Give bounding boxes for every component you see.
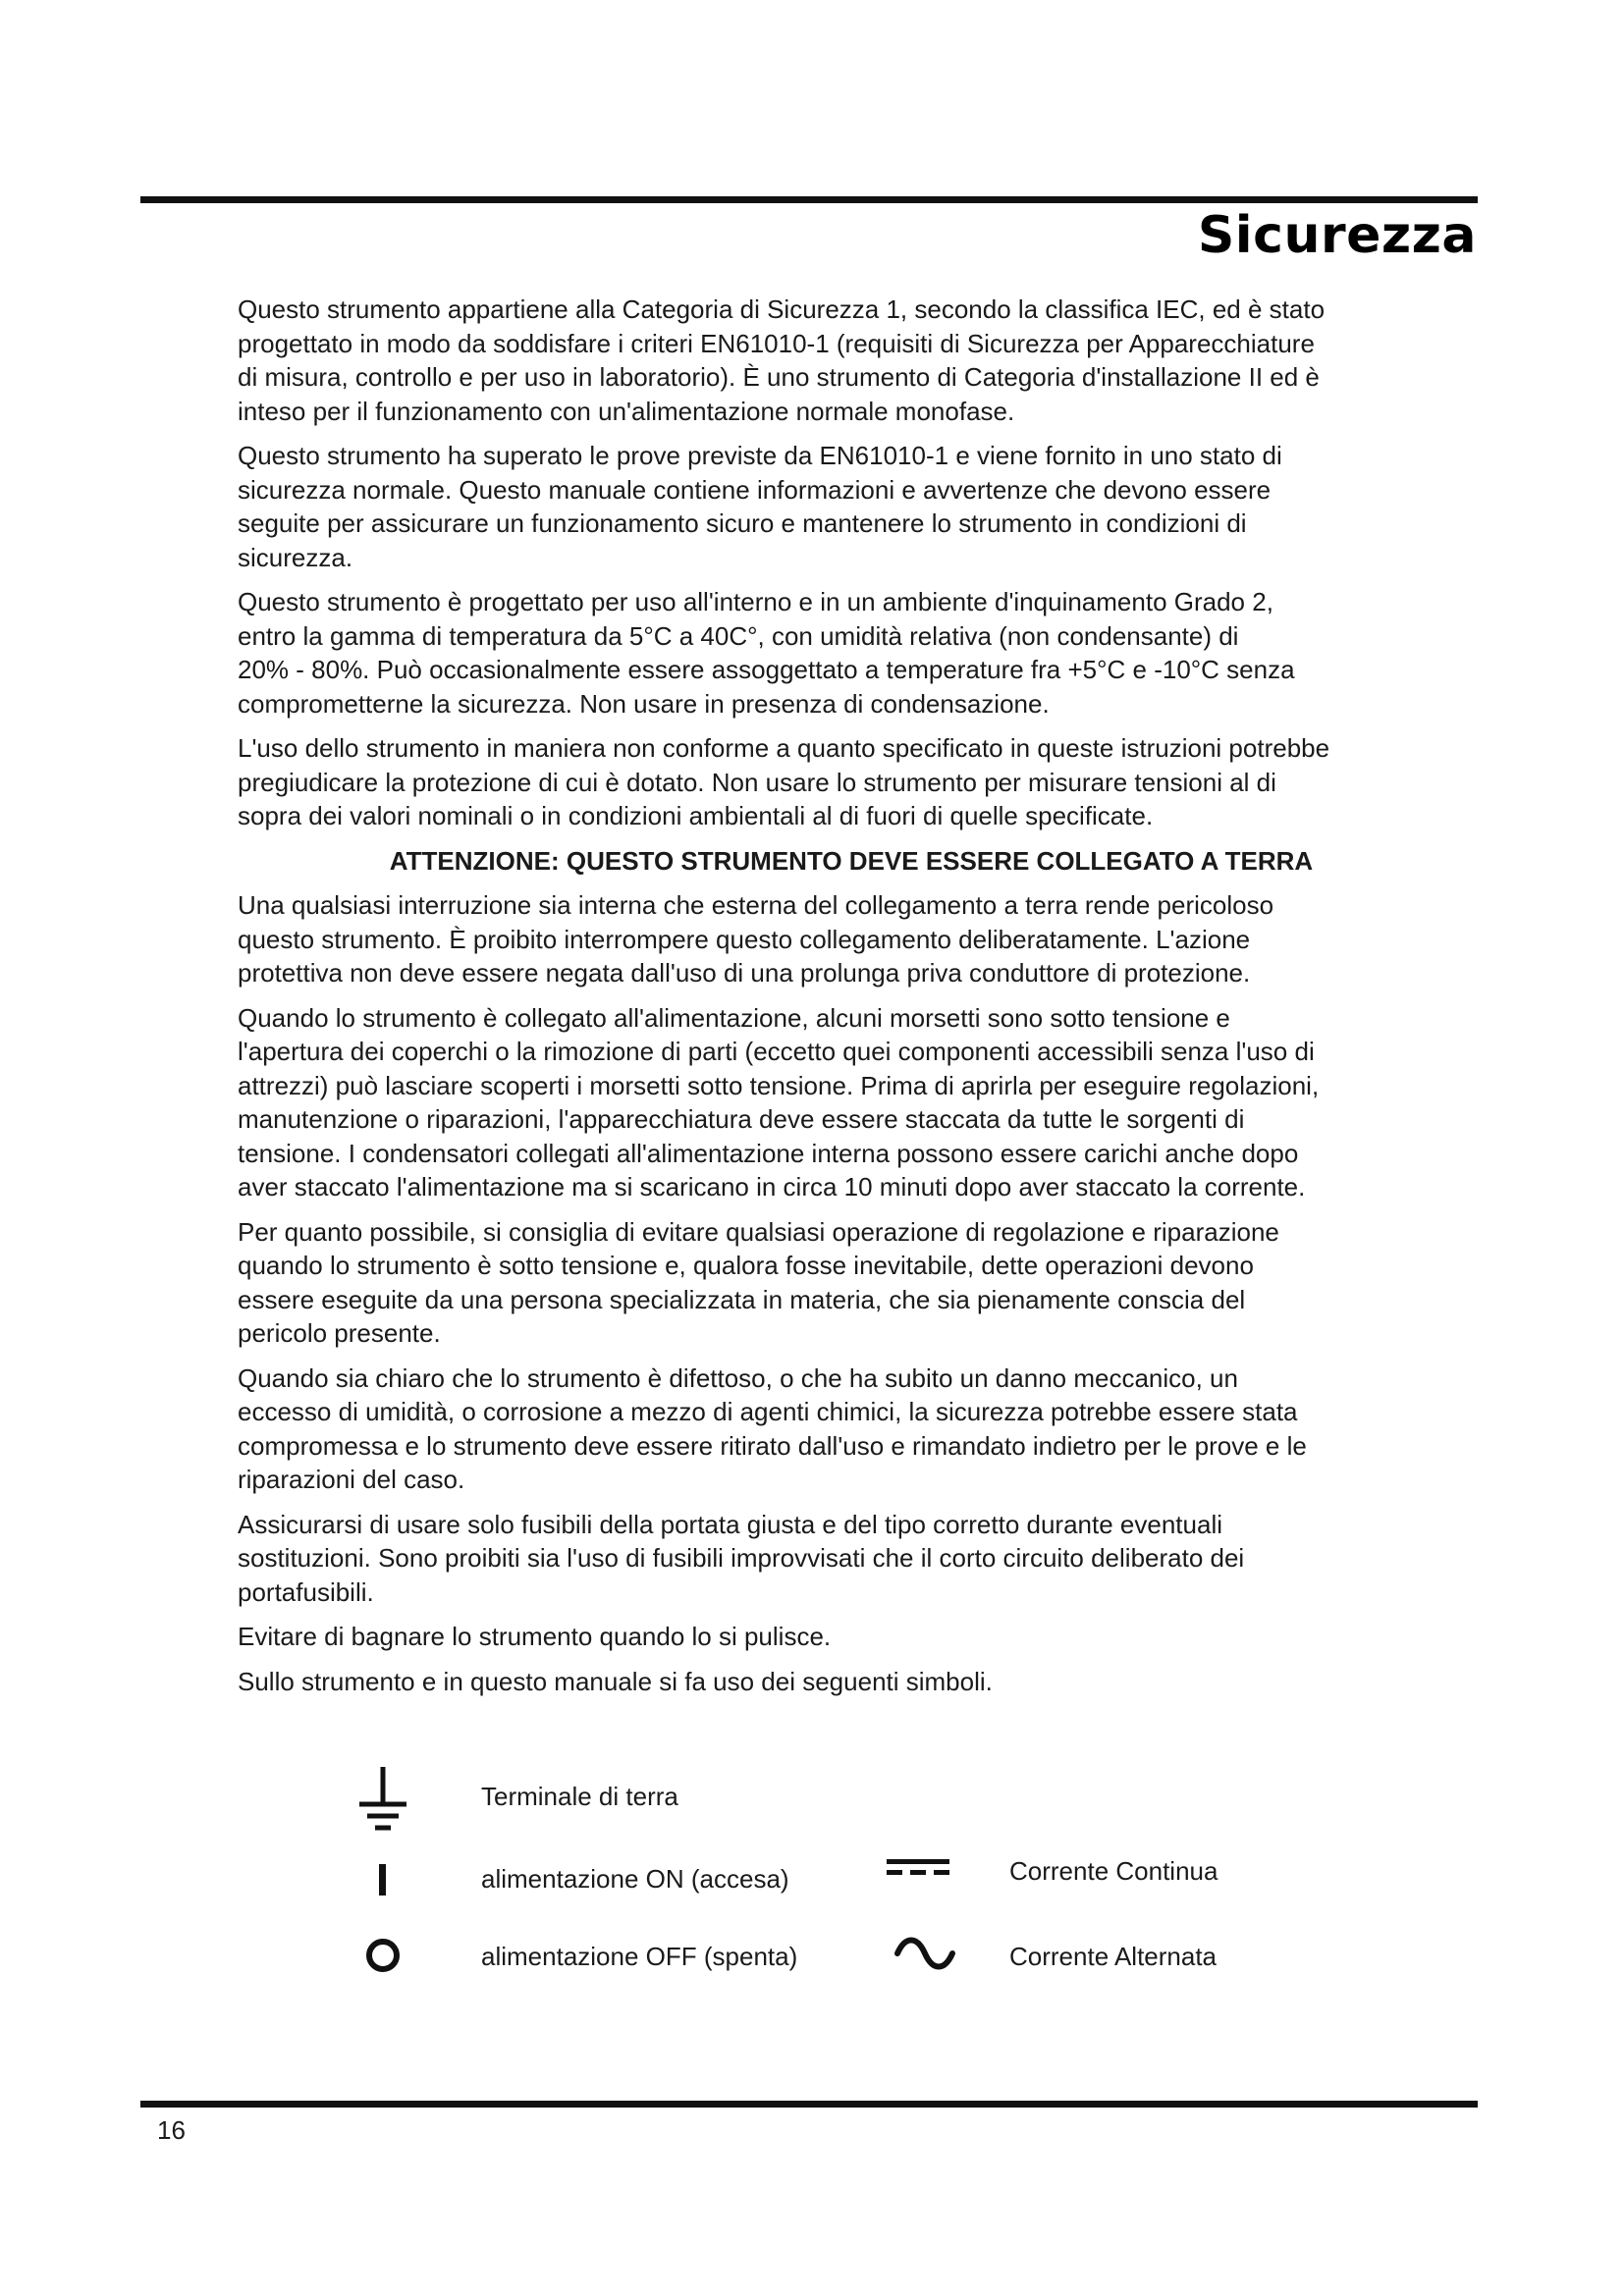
paragraph: Evitare di bagnare lo strumento quando lo si pulisce.	[238, 1622, 832, 1651]
warning-heading: ATTENZIONE: QUESTO STRUMENTO DEVE ESSERE COLLEGATO A TERRA	[389, 845, 1314, 876]
symbol-label-power-on: alimentazione ON (accesa)	[481, 1864, 789, 1894]
page-title: Sicurezza	[1197, 206, 1477, 265]
paragraph: Questo strumento appartiene alla Categoria di Sicurezza 1, secondo la classifica IEC, ed è stato progettato in modo da soddisfare i criteri EN61010-1 (requisiti di Sicurezza per Apparecchiature di misura, controllo e per uso in laboratorio). È uno strumento di Categoria d'installazione II ed è inteso per il funzionamento con un'alimentazione normale monofase.	[238, 294, 1326, 426]
paragraph: Questo strumento ha superato le prove previste da EN61010-1 e viene fornito in uno stato di sicurezza normale. Questo manuale contiene informazioni e avvertenze che devono essere seguite per assicurare un funzionamento sicuro e mantenere lo strumento in condizioni di sicurezza.	[238, 441, 1282, 572]
top-rule	[140, 196, 1478, 203]
paragraph: Assicurarsi di usare solo fusibili della portata giusta e del tipo corretto durante eventuali sostituzioni. Sono proibiti sia l'uso di fusibili improvvisati che il corto circuito deliberato dei portafusibili.	[238, 1509, 1245, 1607]
direct-current-icon	[884, 1853, 952, 1883]
symbol-label-ac: Corrente Alternata	[1009, 1942, 1218, 1971]
earth-ground-icon	[353, 1767, 412, 1836]
paragraph: Quando lo strumento è collegato all'alimentazione, alcuni morsetti sono sotto tensione e l'apertura dei coperchi o la rimozione di parti (eccetto quei componenti accessibili senza l'uso di attrezzi) può lasciare scoperti i morsetti sotto tensione. Prima di aprirla per eseguire regolazioni, manutenzione o riparazioni, l'apparecchiatura deve essere staccata da tutte le sorgenti di tensione. I condensatori collegati all'alimentazione interna possono essere carichi anche dopo aver staccato l'alimentazione ma si scaricano in circa 10 minuti dopo aver staccato la corrente.	[238, 1002, 1320, 1201]
symbol-label-power-off: alimentazione OFF (spenta)	[481, 1942, 798, 1971]
symbols-legend	[353, 1767, 1286, 1993]
body-text	[238, 293, 1465, 1709]
power-off-icon	[353, 1934, 412, 1977]
paragraph: Una qualsiasi interruzione sia interna che esterna del collegamento a terra rende pericoloso questo strumento. È proibito interrompere questo collegamento deliberatamente. L'azione protettiva non deve essere negata dall'uso di una prolunga priva conduttore di protezione.	[238, 890, 1274, 988]
bottom-rule	[140, 2101, 1478, 2108]
paragraph: Quando sia chiaro che lo strumento è difettoso, o che ha subito un danno meccanico, un eccesso di umidità, o corrosione a mezzo di agenti chimici, la sicurezza potrebbe essere stata compromessa e lo strumento deve essere ritirato dall'uso e rimandato indietro per le prove e le riparazioni del caso.	[238, 1362, 1307, 1494]
page-number: 16	[157, 2115, 186, 2145]
symbol-label-dc: Corrente Continua	[1009, 1856, 1218, 1886]
alternating-current-icon	[892, 1932, 960, 1975]
paragraph: L'uso dello strumento in maniera non conforme a quanto specificato in queste istruzioni potrebbe pregiudicare la protezione di cui è dotato. Non usare lo strumento per misurare tensioni al di sopra dei valori nominali o in condizioni ambientali al di fuori di quelle specificate.	[238, 733, 1330, 830]
paragraph: Per quanto possibile, si consiglia di evitare qualsiasi operazione di regolazione e riparazione quando lo strumento è sotto tensione e, qualora fosse inevitabile, dette operazioni devono essere eseguite da una persona specializzata in materia, che sia pienamente conscia del pericolo presente.	[238, 1216, 1279, 1348]
power-on-icon	[353, 1860, 412, 1899]
paragraph: Sullo strumento e in questo manuale si fa uso dei seguenti simboli.	[238, 1666, 993, 1696]
paragraph: Questo strumento è progettato per uso all'interno e in un ambiente d'inquinamento Grado 2, entro la gamma di temperatura da 5°C a 40C°, con umidità relativa (non condensante) di 20% - 80%. Può occasionalmente essere assoggettato a temperature fra +5°C e -10°C senza comprometterne la sicurezza. Non usare in presenza di condensazione.	[238, 587, 1295, 719]
symbol-label-earth: Terminale di terra	[481, 1782, 678, 1811]
